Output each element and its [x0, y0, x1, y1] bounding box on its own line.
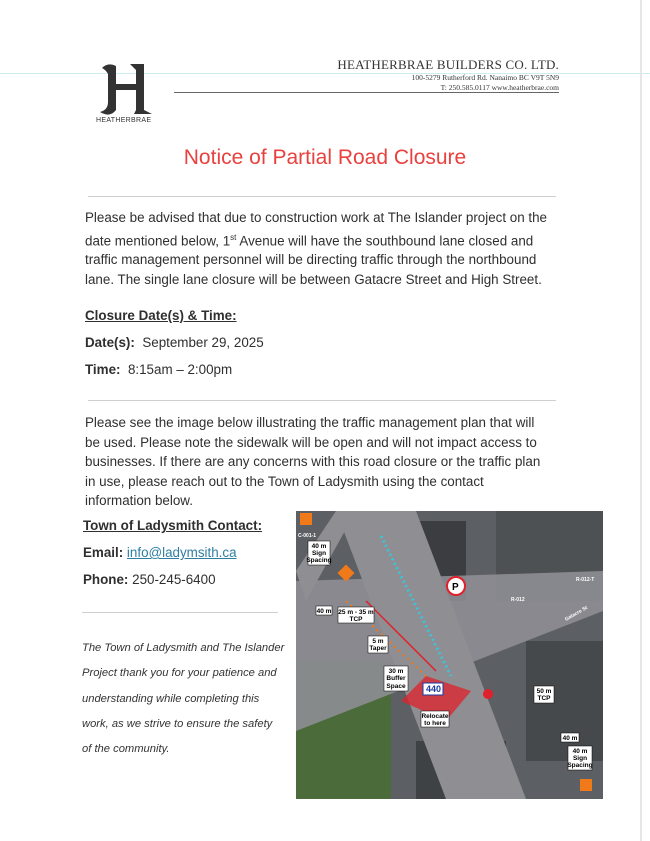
map-label: to here — [424, 720, 446, 727]
divider — [82, 612, 278, 613]
text-line: work, as we strive to ensure the safety — [82, 717, 273, 730]
traffic-plan-map — [296, 511, 603, 799]
sign-code: C-001-1 — [298, 533, 317, 539]
closure-heading: Closure Date(s) & Time: — [85, 308, 237, 323]
divider — [88, 196, 556, 197]
label: Date(s): — [85, 335, 135, 350]
map-label: Spacing — [306, 557, 332, 564]
intro-paragraph — [85, 208, 547, 289]
map-label: TCP — [537, 695, 551, 702]
page-title: Notice of Partial Road Closure — [183, 146, 467, 169]
map-label: Sign — [572, 755, 588, 762]
company-address: 100-5279 Rutherford Rd. Nanaimo BC V9T 5N9 — [411, 73, 559, 82]
value: 250-245-6400 — [132, 572, 216, 587]
label: Time: — [85, 362, 121, 377]
company-name: HEATHERBRAE BUILDERS CO. LTD. — [337, 57, 559, 72]
text-line: The Town of Ladysmith and The Islander — [82, 642, 285, 654]
closing-message — [82, 636, 284, 762]
superscript: st — [230, 232, 237, 242]
label: Phone: — [83, 572, 129, 587]
stop-paddle-icon — [483, 689, 493, 699]
contact-phone — [83, 572, 216, 587]
map-label: 40 m — [572, 748, 588, 755]
map-label: 5 m — [372, 638, 384, 645]
map-label: 25 m - 35 m — [338, 609, 374, 616]
text-line: Project thank you for your patience and — [82, 667, 277, 680]
text-line: information below. — [85, 493, 193, 508]
header-divider — [174, 92, 559, 93]
text: date mentioned below, 1 — [85, 232, 231, 248]
warning-sign-icon — [300, 513, 312, 525]
street-label: Gatacre St — [564, 605, 589, 623]
map-label: Relocate — [421, 713, 449, 720]
text-line — [85, 228, 547, 251]
text-line: be used. Please note the sidewalk will be open and will not impact access to — [85, 434, 537, 450]
map-label: Space — [386, 683, 406, 690]
text-line: understanding while completing this — [82, 692, 260, 705]
map-label: Taper — [369, 645, 387, 652]
map-label: Spacing — [567, 762, 593, 769]
map-label: Sign — [311, 550, 327, 557]
email-link[interactable]: info@ladymsith.ca — [126, 545, 237, 560]
divider — [88, 400, 556, 401]
plan-paragraph — [85, 413, 540, 511]
text-line: in use, please reach out to the Town of Ladysmith using the contact — [85, 473, 484, 489]
text-line: Please see the image below illustrating the traffic management plan that will — [85, 415, 535, 430]
value: September 29, 2025 — [142, 335, 264, 350]
company-contact: T: 250.585.0117 www.heatherbrae.com — [440, 83, 559, 92]
map-label: 40 m — [316, 608, 332, 615]
closure-date — [85, 335, 264, 350]
flagger-sign-icon — [580, 779, 592, 791]
label: Email: — [83, 545, 124, 560]
page-edge — [640, 0, 642, 841]
map-label: 30 m — [388, 668, 404, 675]
text: Avenue will have the southbound lane closed and — [236, 232, 534, 248]
contact-heading: Town of Ladysmith Contact: — [83, 518, 263, 533]
closure-time — [85, 362, 232, 377]
logo-text: HEATHERBRAE — [96, 117, 152, 124]
sign-code: R-012-T — [576, 577, 595, 583]
map-label: Buffer — [386, 675, 406, 682]
map-label: 40 m — [311, 543, 327, 550]
text-line: of the community. — [82, 743, 170, 756]
map-label: TCP — [349, 616, 363, 623]
text-line: Please be advised that due to construction work at The Islander project on the — [85, 210, 548, 225]
text-line: lane. The single lane closure will be between Gatacre Street and High Street. — [85, 271, 542, 287]
svg-text:P: P — [452, 582, 459, 593]
sign-code: R-012 — [511, 597, 525, 603]
contact-email — [83, 545, 237, 560]
value: 8:15am – 2:00pm — [127, 362, 233, 377]
company-info — [337, 57, 559, 93]
map-label: 50 m — [536, 688, 552, 695]
site-number: 440 — [426, 684, 442, 694]
heatherbrae-logo — [94, 60, 158, 120]
text-line: businesses. If there are any concerns with this road closure or the traffic plan — [85, 454, 541, 469]
map-label: 40 m — [562, 735, 578, 742]
text-line: traffic management personnel will be directing traffic through the northbound — [85, 252, 537, 268]
